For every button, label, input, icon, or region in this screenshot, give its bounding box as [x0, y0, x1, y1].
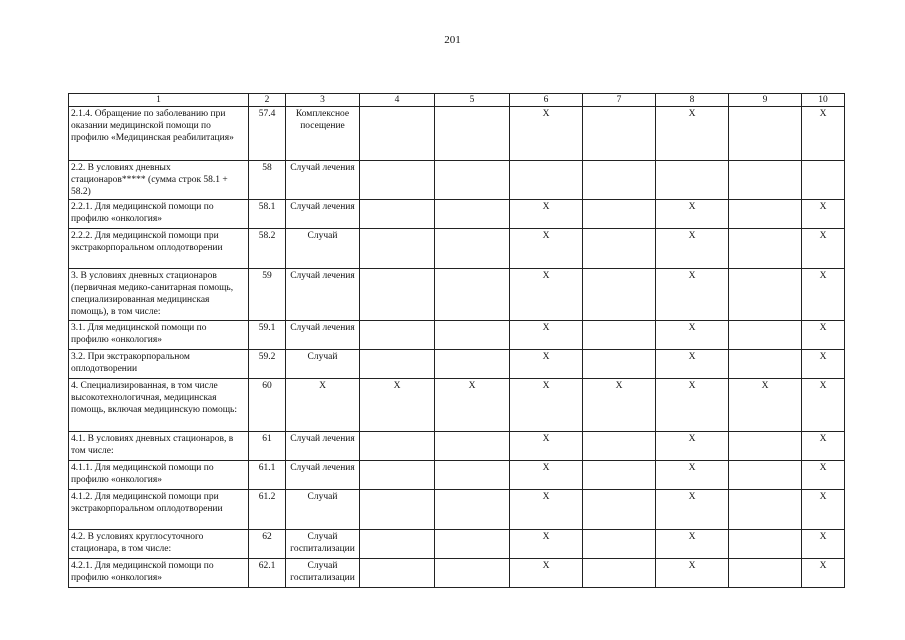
- cell-col-4: [360, 490, 435, 530]
- cell-col-1: 4.1.2. Для медицинской помощи при экстракорпоральном оплодотворении: [69, 490, 249, 530]
- cell-col-8: X: [656, 269, 729, 321]
- cell-col-8: X: [656, 432, 729, 461]
- table-row: [69, 432, 845, 461]
- cell-col-1: 2.1.4. Обращение по заболеванию при оказании медицинской помощи по профилю «Медицинская реабилитация»: [69, 107, 249, 161]
- cell-col-10: X: [802, 379, 845, 432]
- cell-col-7: [583, 350, 656, 379]
- cell-col-1: 3. В условиях дневных стационаров (первичная медико-санитарная помощь, специализированная медицинская помощь), в том числе:: [69, 269, 249, 321]
- column-header-2: 2: [249, 94, 286, 107]
- cell-col-10: X: [802, 107, 845, 161]
- cell-col-9: [729, 530, 802, 559]
- cell-col-9: [729, 107, 802, 161]
- cell-col-2: 57.4: [249, 107, 286, 161]
- table-row: [69, 350, 845, 379]
- cell-col-2: 61.1: [249, 461, 286, 490]
- cell-col-3: Случай лечения: [286, 161, 360, 200]
- cell-col-8: X: [656, 461, 729, 490]
- cell-col-6: X: [510, 490, 583, 530]
- cell-col-3: Случай: [286, 490, 360, 530]
- header-row: [69, 94, 845, 107]
- cell-col-7: [583, 530, 656, 559]
- cell-col-5: [435, 530, 510, 559]
- cell-col-9: [729, 490, 802, 530]
- cell-col-6: X: [510, 229, 583, 269]
- cell-col-9: [729, 432, 802, 461]
- cell-col-5: [435, 161, 510, 200]
- cell-col-10: X: [802, 432, 845, 461]
- cell-col-6: X: [510, 107, 583, 161]
- cell-col-4: [360, 161, 435, 200]
- table-row: [69, 461, 845, 490]
- cell-col-10: X: [802, 200, 845, 229]
- cell-col-7: [583, 321, 656, 350]
- cell-col-6: X: [510, 379, 583, 432]
- cell-col-9: [729, 321, 802, 350]
- cell-col-10: X: [802, 490, 845, 530]
- column-header-10: 10: [802, 94, 845, 107]
- table-row: [69, 229, 845, 269]
- cell-col-6: X: [510, 559, 583, 588]
- cell-col-2: 58: [249, 161, 286, 200]
- table-row: [69, 161, 845, 200]
- cell-col-4: [360, 269, 435, 321]
- cell-col-7: [583, 229, 656, 269]
- cell-col-4: [360, 559, 435, 588]
- cell-col-8: X: [656, 321, 729, 350]
- cell-col-4: [360, 530, 435, 559]
- cell-col-8: X: [656, 379, 729, 432]
- cell-col-6: X: [510, 321, 583, 350]
- cell-col-10: X: [802, 559, 845, 588]
- table-row: [69, 269, 845, 321]
- cell-col-5: [435, 432, 510, 461]
- cell-col-7: [583, 559, 656, 588]
- cell-col-4: [360, 321, 435, 350]
- table-row: [69, 321, 845, 350]
- cell-col-9: X: [729, 379, 802, 432]
- cell-col-9: [729, 559, 802, 588]
- cell-col-6: X: [510, 200, 583, 229]
- cell-col-5: X: [435, 379, 510, 432]
- cell-col-3: Случай лечения: [286, 432, 360, 461]
- cell-col-2: 58.2: [249, 229, 286, 269]
- cell-col-2: 59.1: [249, 321, 286, 350]
- table-row: [69, 559, 845, 588]
- cell-col-1: 4.2. В условиях круглосуточного стационара, в том числе:: [69, 530, 249, 559]
- cell-col-5: [435, 229, 510, 269]
- cell-col-8: X: [656, 350, 729, 379]
- cell-col-1: 4.2.1. Для медицинской помощи по профилю «онкология»: [69, 559, 249, 588]
- cell-col-7: [583, 432, 656, 461]
- cell-col-6: X: [510, 432, 583, 461]
- cell-col-9: [729, 461, 802, 490]
- cell-col-6: X: [510, 269, 583, 321]
- cell-col-5: [435, 461, 510, 490]
- cell-col-5: [435, 350, 510, 379]
- cell-col-9: [729, 229, 802, 269]
- cell-col-10: X: [802, 229, 845, 269]
- cell-col-7: [583, 461, 656, 490]
- cell-col-3: Комплексное посещение: [286, 107, 360, 161]
- cell-col-4: [360, 432, 435, 461]
- cell-col-9: [729, 350, 802, 379]
- table-row: [69, 107, 845, 161]
- cell-col-5: [435, 269, 510, 321]
- cell-col-3: Случай госпитализации: [286, 559, 360, 588]
- cell-col-1: 2.2. В условиях дневных стационаров***** (сумма строк 58.1 + 58.2): [69, 161, 249, 200]
- cell-col-7: [583, 269, 656, 321]
- cell-col-1: 2.2.1. Для медицинской помощи по профилю «онкология»: [69, 200, 249, 229]
- table-row: [69, 490, 845, 530]
- cell-col-2: 58.1: [249, 200, 286, 229]
- cell-col-1: 2.2.2. Для медицинской помощи при экстракорпоральном оплодотворении: [69, 229, 249, 269]
- cell-col-6: X: [510, 350, 583, 379]
- page-number: 201: [444, 34, 461, 46]
- cell-col-6: X: [510, 530, 583, 559]
- cell-col-1: 4. Специализированная, в том числе высокотехнологичная, медицинская помощь, включая медицинскую помощь:: [69, 379, 249, 432]
- cell-col-10: X: [802, 461, 845, 490]
- cell-col-6: X: [510, 461, 583, 490]
- column-header-3: 3: [286, 94, 360, 107]
- cell-col-4: [360, 461, 435, 490]
- cell-col-1: 4.1.1. Для медицинской помощи по профилю «онкология»: [69, 461, 249, 490]
- column-header-6: 6: [510, 94, 583, 107]
- cell-col-3: X: [286, 379, 360, 432]
- cell-col-5: [435, 321, 510, 350]
- column-header-5: 5: [435, 94, 510, 107]
- cell-col-9: [729, 200, 802, 229]
- cell-col-6: [510, 161, 583, 200]
- cell-col-3: Случай: [286, 350, 360, 379]
- cell-col-10: X: [802, 269, 845, 321]
- cell-col-9: [729, 161, 802, 200]
- cell-col-1: 3.1. Для медицинской помощи по профилю «онкология»: [69, 321, 249, 350]
- cell-col-2: 62: [249, 530, 286, 559]
- cell-col-8: X: [656, 107, 729, 161]
- column-header-4: 4: [360, 94, 435, 107]
- cell-col-2: 59: [249, 269, 286, 321]
- cell-col-2: 62.1: [249, 559, 286, 588]
- cell-col-10: [802, 161, 845, 200]
- cell-col-3: Случай лечения: [286, 269, 360, 321]
- cell-col-5: [435, 200, 510, 229]
- cell-col-8: X: [656, 200, 729, 229]
- cell-col-8: X: [656, 229, 729, 269]
- cell-col-3: Случай: [286, 229, 360, 269]
- cell-col-2: 59.2: [249, 350, 286, 379]
- cell-col-4: X: [360, 379, 435, 432]
- cell-col-7: [583, 200, 656, 229]
- cell-col-7: [583, 490, 656, 530]
- cell-col-5: [435, 490, 510, 530]
- cell-col-7: [583, 161, 656, 200]
- column-header-1: 1: [69, 94, 249, 107]
- cell-col-9: [729, 269, 802, 321]
- cell-col-4: [360, 200, 435, 229]
- column-header-8: 8: [656, 94, 729, 107]
- cell-col-4: [360, 350, 435, 379]
- cell-col-4: [360, 229, 435, 269]
- cell-col-10: X: [802, 530, 845, 559]
- cell-col-2: 61.2: [249, 490, 286, 530]
- cell-col-2: 61: [249, 432, 286, 461]
- cell-col-8: X: [656, 490, 729, 530]
- table-body: [69, 107, 845, 588]
- cell-col-8: [656, 161, 729, 200]
- cell-col-4: [360, 107, 435, 161]
- column-header-9: 9: [729, 94, 802, 107]
- cell-col-3: Случай лечения: [286, 461, 360, 490]
- cell-col-3: Случай лечения: [286, 321, 360, 350]
- cell-col-5: [435, 559, 510, 588]
- cell-col-10: X: [802, 321, 845, 350]
- cell-col-7: X: [583, 379, 656, 432]
- cell-col-3: Случай лечения: [286, 200, 360, 229]
- cell-col-10: X: [802, 350, 845, 379]
- data-table: [68, 93, 845, 588]
- cell-col-2: 60: [249, 379, 286, 432]
- table-row: [69, 379, 845, 432]
- table-row: [69, 200, 845, 229]
- cell-col-5: [435, 107, 510, 161]
- cell-col-1: 3.2. При экстракорпоральном оплодотворении: [69, 350, 249, 379]
- cell-col-8: X: [656, 559, 729, 588]
- cell-col-8: X: [656, 530, 729, 559]
- column-header-7: 7: [583, 94, 656, 107]
- cell-col-3: Случай госпитализации: [286, 530, 360, 559]
- cell-col-1: 4.1. В условиях дневных стационаров, в том числе:: [69, 432, 249, 461]
- cell-col-7: [583, 107, 656, 161]
- table-row: [69, 530, 845, 559]
